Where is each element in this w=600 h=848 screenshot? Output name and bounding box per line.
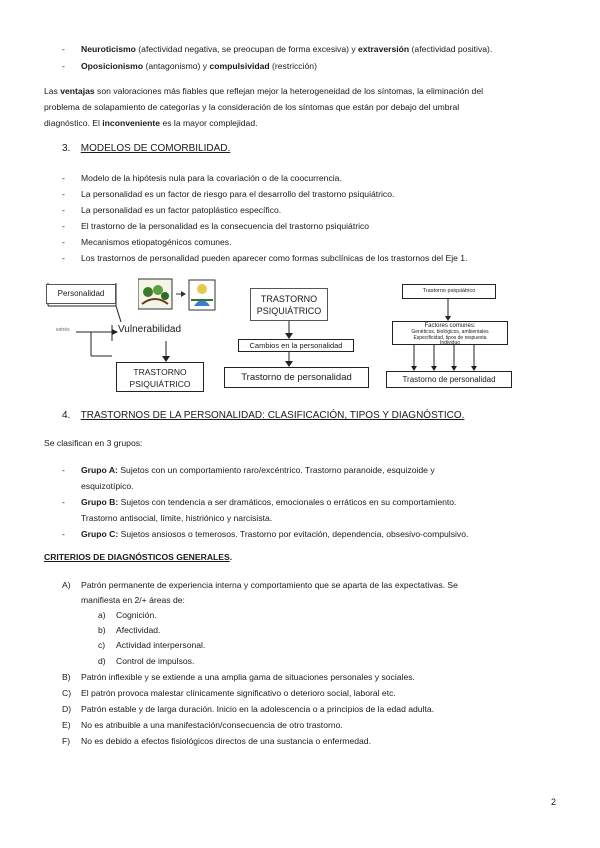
term-bold: compulsividad [209, 61, 270, 71]
list-item-text: El trastorno de la personalidad es la consecuencia del trastorno psiquiátrico [81, 221, 370, 231]
text: Trastorno antisocial, límite, histriónico y narcisista. [81, 513, 273, 523]
text: Afectividad. [116, 625, 161, 635]
group-label: Grupo A: [81, 465, 118, 475]
bullet-dash: - [62, 44, 65, 54]
list-item-text: Modelo de la hipótesis nula para la covariación o de la coocurrencia. [81, 173, 342, 183]
section-number: 4. [62, 410, 71, 421]
bullet-dash: - [62, 529, 65, 539]
sub-letter: d) [98, 656, 106, 666]
page-number: 2 [550, 797, 556, 807]
criterion-letter: C) [62, 688, 72, 698]
list-item-text: Mecanismos etiopatogénicos comunes. [81, 237, 232, 247]
criterion-letter: A) [62, 580, 71, 590]
list-item-text: La personalidad es un factor de riesgo para el desarrollo del trastorno psiquiátrico. [81, 189, 395, 199]
box-label-line: TRASTORNO [260, 294, 318, 304]
section-intro: Se clasifican en 3 grupos: [44, 438, 143, 448]
group-label: Grupo B: [81, 497, 119, 507]
text: (restricción) [269, 61, 317, 71]
box-label-line: Individuo [439, 340, 460, 346]
diagram-vulnerability-model [46, 278, 226, 393]
bullet-dash: - [62, 253, 65, 263]
text: No es debido a efectos fisiológicos directos de una sustancia o enfermedad. [81, 736, 371, 746]
trastorno-psiquiatrico-box [250, 288, 328, 321]
text: (antagonismo) y [143, 61, 210, 71]
term-bold: extraversión [358, 44, 410, 54]
box-title: Factores comunes: [424, 323, 476, 329]
trastorno-psiquiatrico-box [116, 362, 204, 392]
text: Sujetos con un comportamiento raro/excéntrico. Trastorno paranoide, esquizoide y [117, 465, 435, 475]
text: Patrón estable y de larga duración. Inicio en la adolescencia o a principios de la edad adulta. [81, 704, 435, 714]
section-title: TRASTORNOS DE LA PERSONALIDAD: CLASIFICACIÓN, TIPOS Y DIAGNÓSTICO. [80, 410, 465, 421]
text: esquizotípico. [81, 481, 134, 491]
group-label: Grupo C: [81, 529, 119, 539]
text: es la mayor complejidad. [160, 118, 258, 128]
vulnerabilidad-label: Vulnerabilidad [118, 324, 182, 335]
term-bold: ventajas [60, 86, 95, 96]
term-bold: Oposicionismo [81, 61, 144, 71]
sub-letter: c) [98, 640, 106, 650]
text: son valoraciones más fiables que reflejan mejor la heterogeneidad de los síntomas, la eliminación del [94, 86, 484, 96]
criterion-letter: F) [62, 736, 71, 746]
term-bold: Neuroticismo [81, 44, 136, 54]
trastorno-personalidad-box [386, 371, 512, 388]
trastorno-personalidad-box [224, 367, 369, 388]
sub-letter: a) [98, 610, 106, 620]
text: Sujetos ansiosos o temerosos. Trastorno por evitación, dependencia, obsesivo-compulsivo. [118, 529, 469, 539]
text: Actividad interpersonal. [116, 640, 206, 650]
criterios-title: CRITERIOS DE DIAGNÓSTICOS GENERALES [44, 552, 230, 562]
text: . [229, 552, 233, 562]
bullet-dash: - [62, 237, 65, 247]
cambios-personalidad-box [238, 339, 354, 352]
text: Patrón inflexible y se extiende a una amplia gama de situaciones personales y sociales. [81, 672, 415, 682]
box-label-line: TRASTORNO [133, 367, 187, 377]
criterion-letter: D) [62, 704, 72, 714]
box-label: Personalidad [57, 289, 105, 298]
text: (afectividad negativa, se preocupan de forma excesiva) y [135, 44, 359, 54]
section-title: MODELOS DE COMORBILIDAD. [80, 143, 231, 154]
text: diagnóstico. El [44, 118, 103, 128]
term-bold: inconveniente [102, 118, 161, 128]
bullet-dash: - [62, 61, 65, 71]
text: Cognición. [116, 610, 157, 620]
bullet-dash: - [62, 221, 65, 231]
section-heading [62, 410, 464, 421]
box-label: Cambios en la personalidad [249, 341, 343, 350]
box-label-line: PSIQUIÁTRICO [256, 306, 322, 316]
trastorno-psiquiatrico-box [402, 284, 496, 299]
text: manifiesta en 2/+ áreas de: [81, 595, 185, 605]
box-label: Trastorno de personalidad [241, 372, 352, 383]
text: Patrón permanente de experiencia interna y comportamiento que se aparta de las expectativas. Se [81, 580, 458, 590]
list-item-text: Los trastornos de personalidad pueden aparecer como formas subclínicas de los trastornos del Eje 1. [81, 253, 468, 263]
text: No es atribuible a una manifestación/consecuencia de otro trastorno. [81, 720, 343, 730]
criterion-letter: E) [62, 720, 71, 730]
ventajas-paragraph [44, 83, 560, 131]
bullet-dash: - [62, 465, 65, 475]
text: Control de impulsos. [116, 656, 195, 666]
text: Las [44, 86, 61, 96]
box-label-line: PSIQUIÁTRICO [129, 379, 191, 389]
text: problema de solapamiento de categorías y la consideración de los síntomas que están por debajo del umbral [44, 102, 460, 112]
sub-letter: b) [98, 625, 106, 635]
text: (afectividad positiva). [409, 44, 493, 54]
box-label: Trastorno psiquiátrico [422, 288, 476, 294]
list-item-text: La personalidad es un factor patoplástico específico. [81, 205, 282, 215]
bullet-dash: - [62, 173, 65, 183]
diagram-common-factors-model [384, 282, 514, 392]
criterion-letter: B) [62, 672, 71, 682]
personalidad-box [46, 284, 116, 304]
bullet-dash: - [62, 189, 65, 199]
diagram-complication-model [224, 286, 370, 390]
criterios-heading [44, 552, 232, 562]
section-heading [62, 143, 230, 154]
factores-comunes-box [392, 321, 508, 345]
small-label: estrés [56, 327, 70, 333]
box-label-line: Genéticos, biológicos, ambientales [411, 329, 489, 335]
section-number: 3. [62, 143, 71, 154]
bullet-dash: - [62, 205, 65, 215]
box-label-line: Especificidad, tipos de respuesta [413, 334, 487, 341]
text: El patrón provoca malestar clínicamente significativo o deterioro social, laboral etc. [81, 688, 396, 698]
clipart-illustration [138, 278, 218, 312]
text: Sujetos con tendencia a ser dramáticos, emocionales o erráticos en su comportamiento. [118, 497, 457, 507]
box-label: Trastorno de personalidad [402, 375, 496, 384]
bullet-dash: - [62, 497, 65, 507]
